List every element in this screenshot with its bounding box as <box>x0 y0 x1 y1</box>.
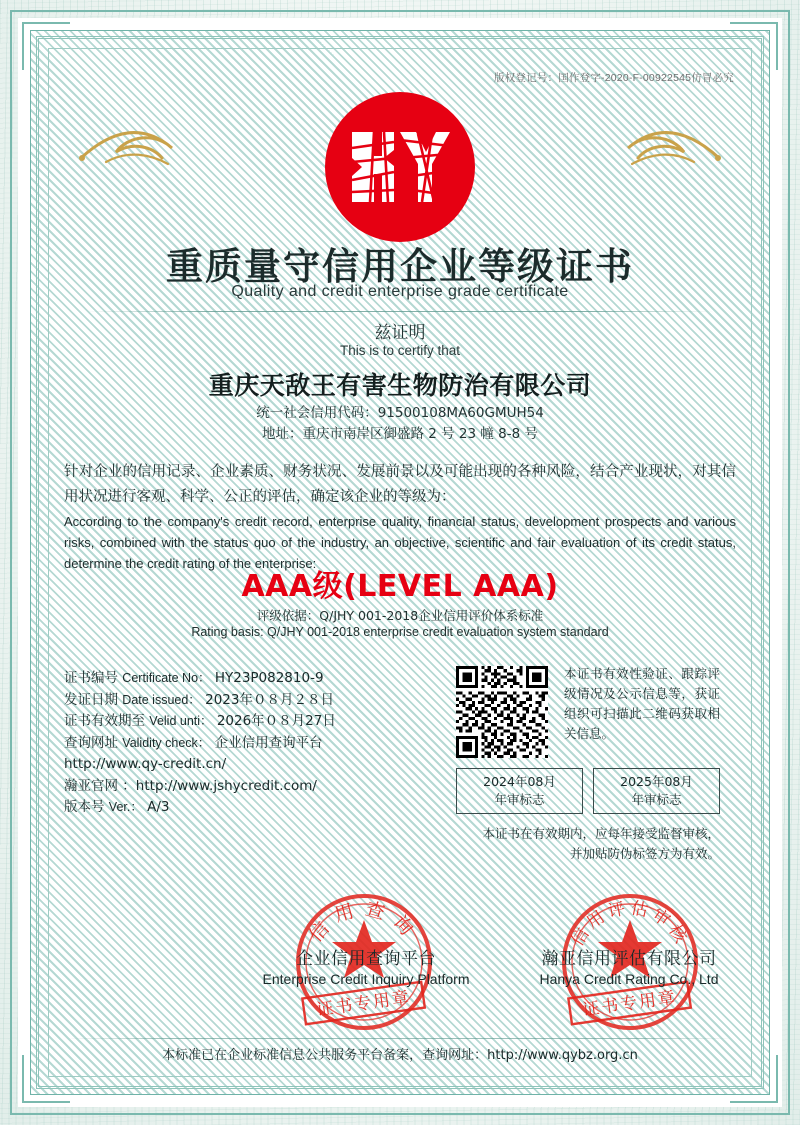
annual-mark-2024-year: 2024年08月 <box>483 774 556 789</box>
cert-no-label-en: Certificate No： <box>122 671 211 685</box>
qr-code[interactable] <box>456 666 548 758</box>
logo <box>325 92 475 242</box>
copyright-notice: 版权登记号：国作登字-2020-F-00922545仿冒必究 <box>494 72 734 84</box>
rating-basis-cn: 评级依据：Q/JHY 001-2018企业信用评价体系标准 <box>256 608 544 623</box>
validity-check-label-en: Validity check： <box>122 735 211 750</box>
validity-check-value: 企业信用查询平台 <box>214 734 323 751</box>
annual-mark-2025-label: 年审标志 <box>631 792 682 807</box>
cert-no-value: HY23P082810-9 <box>214 670 324 686</box>
svg-text:信用查询: 信用查询 <box>304 897 424 947</box>
issuer-right <box>504 944 754 987</box>
issuer-right-name-cn: 瀚亚信用评估有限公司 <box>541 949 717 969</box>
info-row-validity-check <box>64 733 424 755</box>
company-name: 重庆天敌王有害生物防治有限公司 <box>208 371 592 400</box>
annual-mark-2025-year: 2025年08月 <box>620 774 693 789</box>
page-title-cn: 重质量守信用企业等级证书 <box>166 245 634 288</box>
annual-mark-2024 <box>456 768 583 814</box>
certify-text-en: This is to certify that <box>339 343 461 358</box>
flourish-right-ornament <box>514 118 724 178</box>
rating-basis-en: Rating basis: Q/JHY 001-2018 enterprise credit evaluation system standard <box>191 625 609 639</box>
valid-until-value: 2026年０８月27日 <box>216 713 336 729</box>
issue-date-label-en: Date issued： <box>122 692 201 707</box>
info-row-issue-date <box>64 690 424 712</box>
valid-until-label-en: Velid unti： <box>149 714 213 728</box>
annual-mark-2024-label: 年审标志 <box>494 792 545 807</box>
issue-date-value: 2023年０８月２８日 <box>205 691 334 708</box>
logo-circle <box>325 92 475 242</box>
validity-note-line2: 并加贴防伪标签方为有效。 <box>569 846 720 861</box>
validity-note-line1: 本证书在有效期内，应每年接受监督审核， <box>482 826 720 841</box>
annual-mark-2025 <box>593 768 720 814</box>
official-site-url[interactable]: http://www.jshycredit.com/ <box>135 777 317 794</box>
title-divider <box>86 311 714 312</box>
company-address: 地址：重庆市南岸区御盛路 2 号 23 幢 8-8 号 <box>261 426 539 442</box>
footer-divider <box>66 1038 734 1039</box>
footer-note: 本标准已在企业标准信息公共服务平台备案，查询网址：http://www.qybz.org.cn <box>162 1048 638 1063</box>
info-row-official-site <box>64 776 424 798</box>
svg-text:信用评估审核: 信用评估审核 <box>567 898 693 950</box>
info-row-version <box>64 797 424 819</box>
hy-monogram-icon <box>348 128 452 206</box>
page-title-en: Quality and credit enterprise grade certificate <box>231 283 569 300</box>
version-label-en: Ver.： <box>108 800 143 814</box>
body-paragraph-cn: 针对企业的信用记录、企业素质、财务状况、发展前景以及可能出现的各种风险，结合产业现状，对其信用状况进行客观、科学、公正的评估，确定该企业的等级为： <box>64 464 736 505</box>
issuer-left-name-en: Enterprise Credit Inquiry Platform <box>262 971 470 987</box>
info-row-valid-until <box>64 711 424 733</box>
info-row-cert-no <box>64 668 424 690</box>
svg-text:证书专用章: 证书专用章 <box>581 987 679 1021</box>
validity-check-label-cn: 查询网址 <box>64 734 118 751</box>
certificate-info-block <box>64 668 424 819</box>
annual-inspection-marks <box>456 768 720 814</box>
issuer-left-name-cn: 企业信用查询平台 <box>296 949 436 969</box>
validity-note <box>456 824 720 864</box>
certificate-content <box>56 56 744 1069</box>
company-credit-code: 统一社会信用代码：91500108MA60GMUH54 <box>256 405 544 421</box>
cert-no-label-cn: 证书编号 <box>64 670 118 686</box>
qr-code-note: 本证书有效性验证、跟踪评级情况及公示信息等，获证组织可扫描此二维码获取相关信息。 <box>564 666 720 741</box>
certify-text-cn: 兹证明 <box>374 323 426 343</box>
official-site-sep: ： <box>122 777 136 794</box>
svg-text:证书专用章: 证书专用章 <box>315 987 413 1021</box>
rating-level: AAA级(LEVEL AAA) <box>241 569 559 604</box>
issuer-left <box>246 944 486 987</box>
body-paragraph <box>64 460 736 574</box>
flourish-left-ornament <box>76 118 286 178</box>
issuer-right-name-en: Hanya Credit Rating Co., Ltd <box>539 971 719 987</box>
body-paragraph-en: According to the company's credit record, enterprise quality, financial status, development prospects and various risks, combined with the status quo of the industry, an objective, scientific and fair evaluation of its credit status, determine the credit rating of the enterprise: <box>64 514 736 571</box>
validity-check-url[interactable]: http://www.qy-credit.cn/ <box>64 756 227 772</box>
issue-date-label-cn: 发证日期 <box>64 691 118 708</box>
official-site-label-cn: 瀚亚官网 <box>64 777 118 794</box>
valid-until-label-cn: 证书有效期至 <box>64 713 145 729</box>
version-label-cn: 版本号 <box>64 799 105 815</box>
version-value: A/3 <box>147 799 170 815</box>
